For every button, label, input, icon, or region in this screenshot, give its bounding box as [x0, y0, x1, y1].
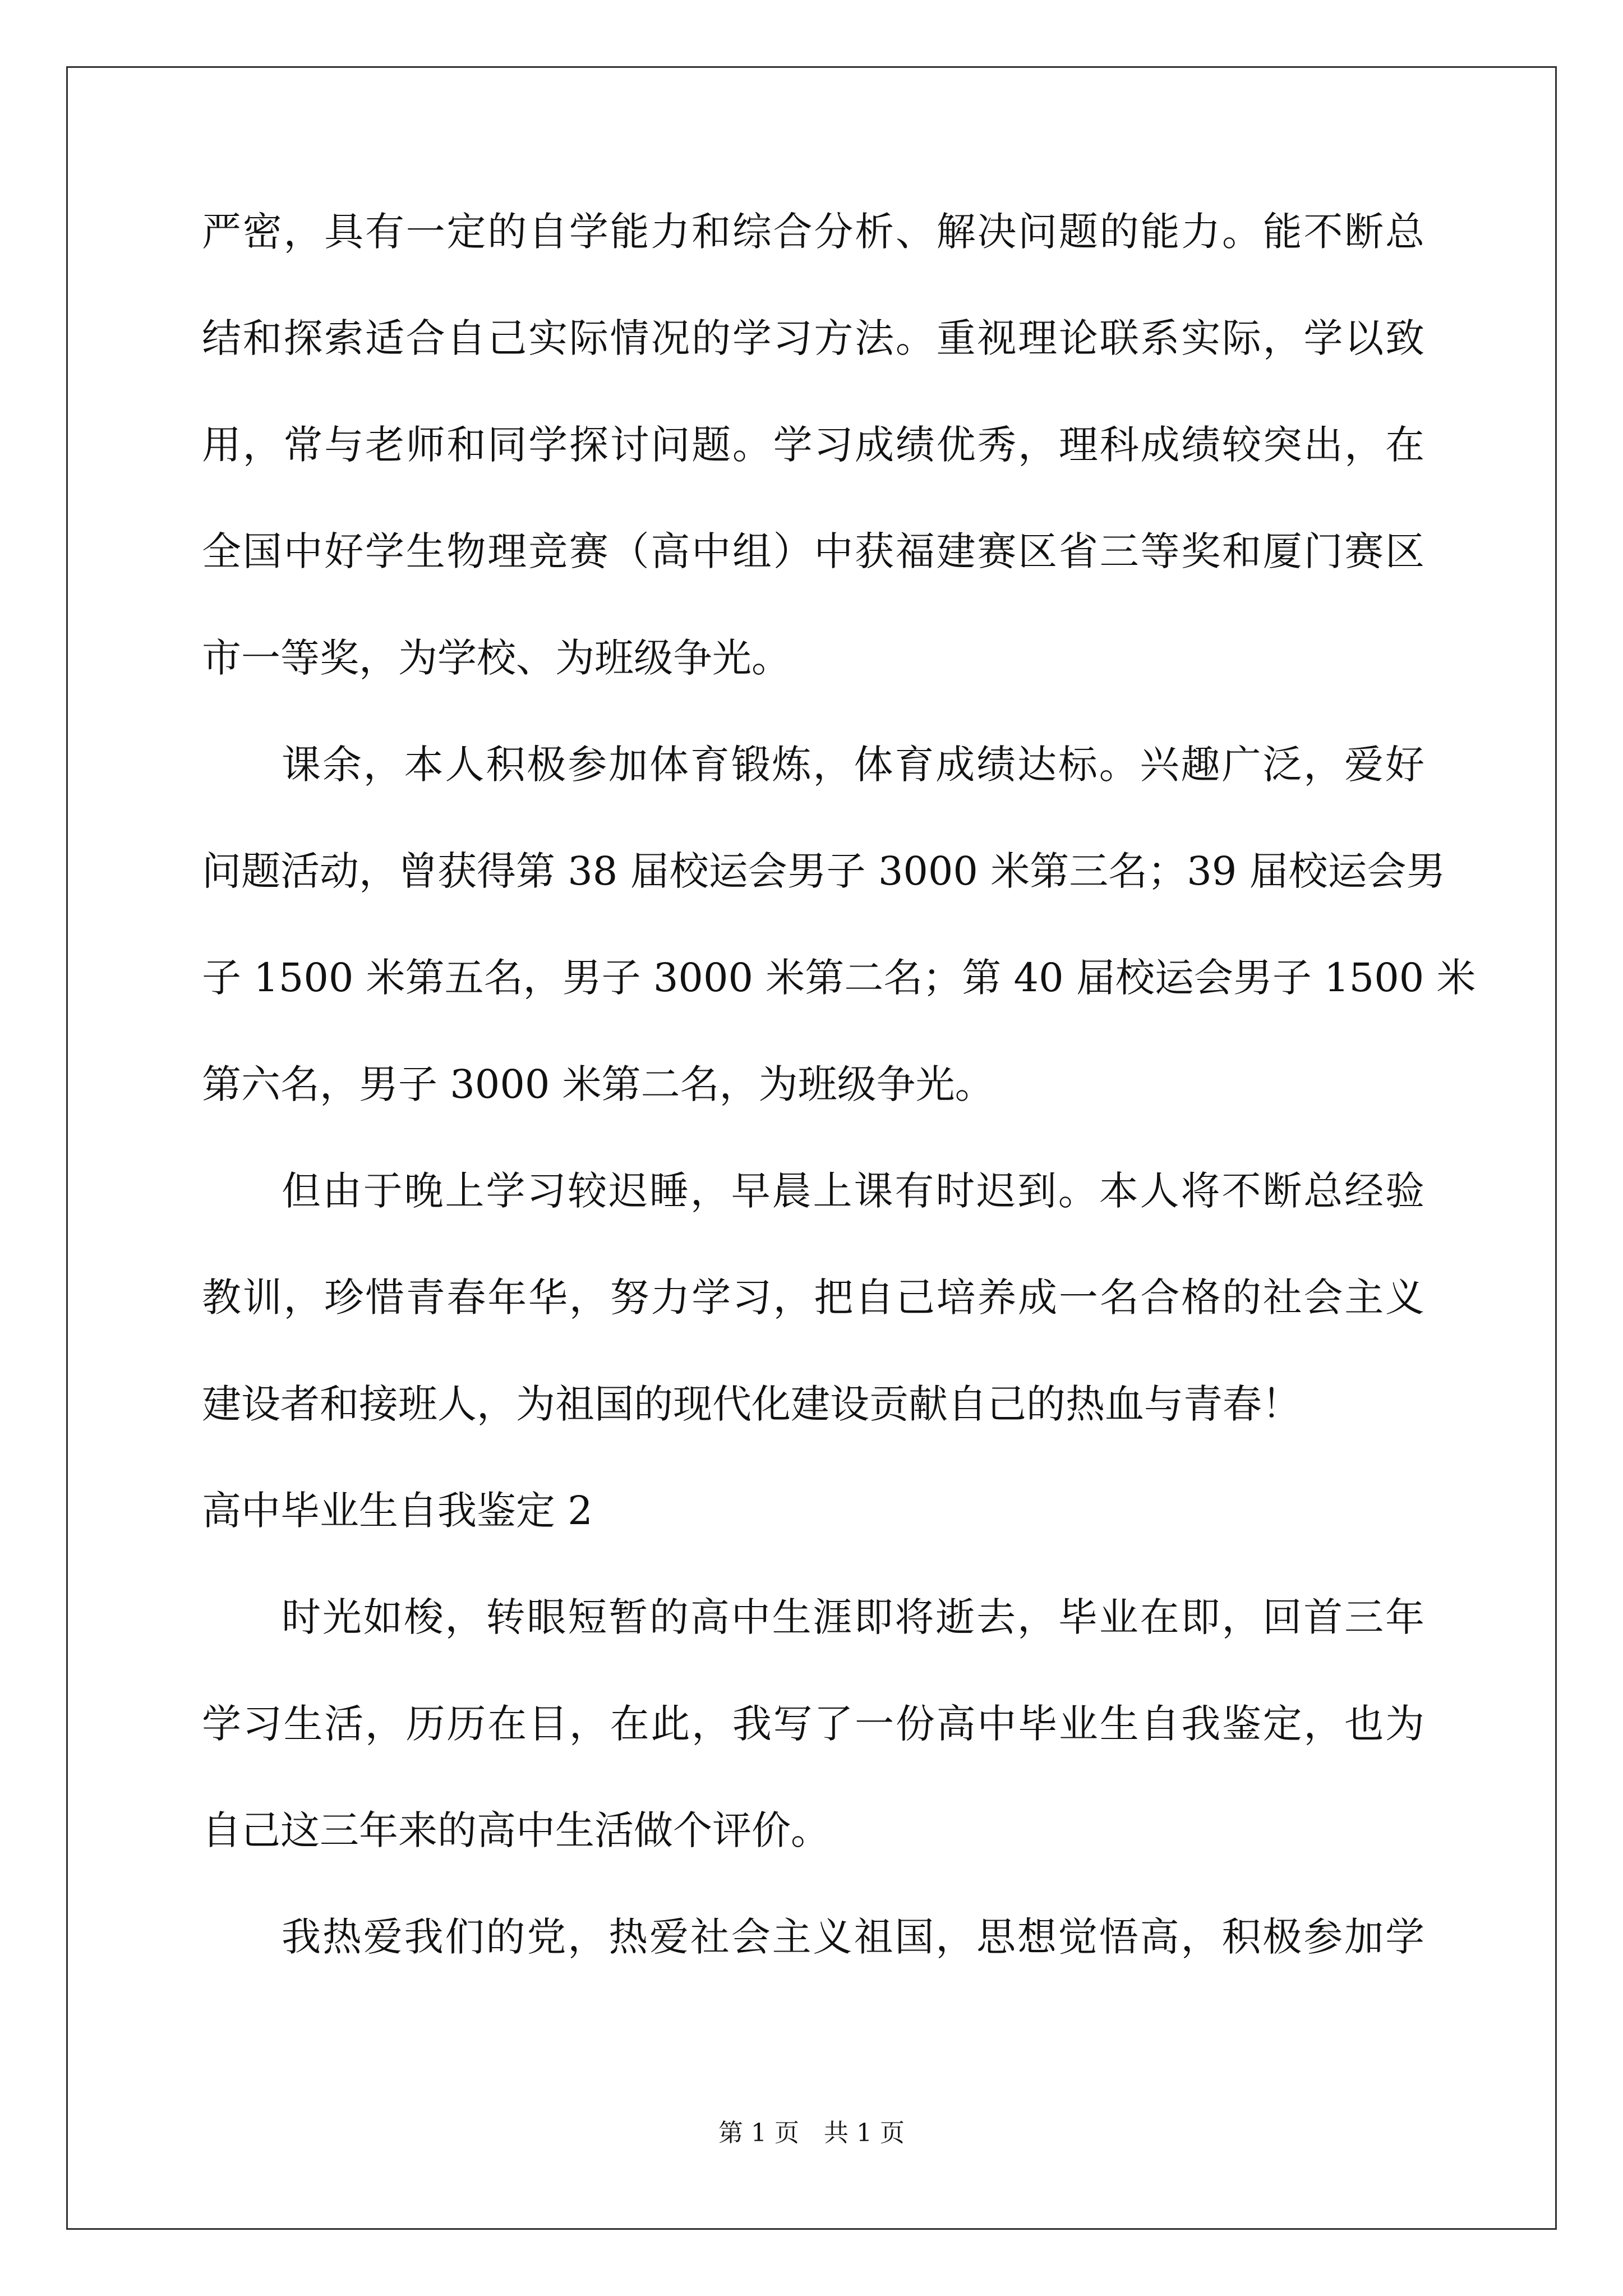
text-line: 市一等奖，为学校、为班级争光。 — [202, 635, 791, 681]
text-line: 自己这三年来的高中生活做个评价。 — [202, 1807, 830, 1853]
text-line: 子 1500 米第五名，男子 3000 米第二名；第 40 届校运会男子 1500 米 — [202, 955, 1476, 1001]
text-line: 用，常与老师和同学探讨问题。学习成绩优秀，理科成绩较突出，在 — [202, 422, 1424, 468]
paragraph — [202, 738, 1476, 1111]
paragraph — [202, 1164, 1424, 1431]
paragraph — [202, 205, 1424, 685]
text-line: 全国中好学生物理竞赛（高中组）中获福建赛区省三等奖和厦门赛区 — [202, 528, 1424, 574]
text-line: 建设者和接班人，为祖国的现代化建设贡献自己的热血与青春！ — [202, 1381, 1301, 1427]
text-line: 第六名，男子 3000 米第二名，为班级争光。 — [202, 1061, 994, 1107]
text-line: 我热爱我们的党，热爱社会主义祖国，思想觉悟高，积极参加学 — [282, 1914, 1424, 1960]
text-line: 结和探索适合自己实际情况的学习方法。重视理论联系实际，学以致 — [202, 315, 1424, 361]
paragraph — [202, 1910, 1424, 1964]
text-line: 问题活动，曾获得第 38 届校运会男子 3000 米第三名；39 届校运会男 — [202, 848, 1446, 894]
page-footer: 第 1 页 共 1 页 — [718, 2119, 905, 2147]
text-line: 但由于晚上学习较迟睡，早晨上课有时迟到。本人将不断总经验 — [282, 1168, 1424, 1214]
text-line: 时光如梭，转眼短暂的高中生涯即将逝去，毕业在即，回首三年 — [282, 1594, 1424, 1640]
text-line: 课余，本人积极参加体育锻炼，体育成绩达标。兴趣广泛，爱好 — [282, 742, 1424, 788]
text-line: 严密，具有一定的自学能力和综合分析、解决问题的能力。能不断总 — [202, 209, 1424, 255]
text-line: 学习生活，历历在目，在此，我写了一份高中毕业生自我鉴定，也为 — [202, 1701, 1424, 1747]
section-heading: 高中毕业生自我鉴定 2 — [202, 1488, 593, 1534]
document-body — [202, 205, 1476, 2017]
paragraph — [202, 1590, 1424, 1857]
text-line: 教训，珍惜青春年华，努力学习，把自己培养成一名合格的社会主义 — [202, 1274, 1424, 1320]
